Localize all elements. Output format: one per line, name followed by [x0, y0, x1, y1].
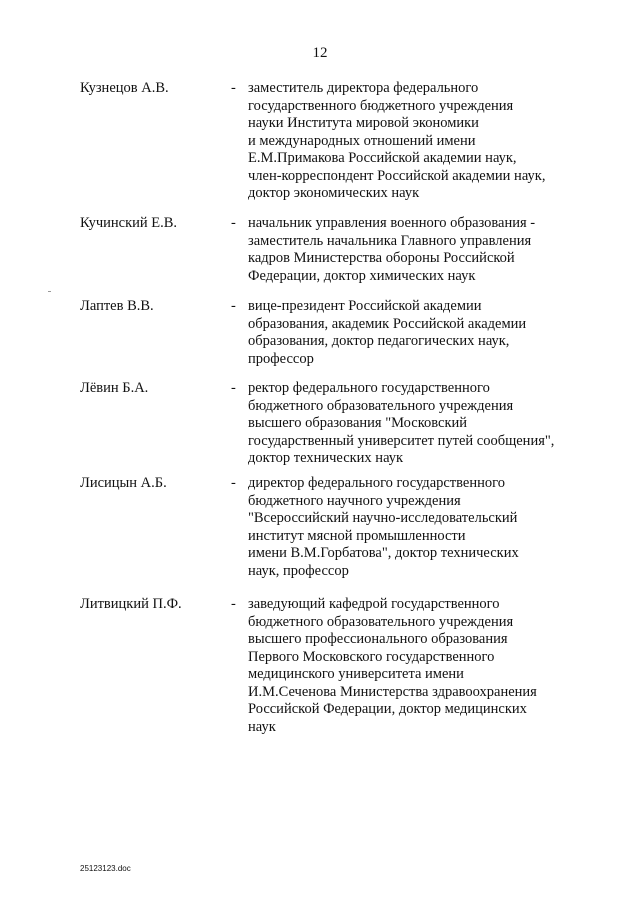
- person-description: [248, 298, 588, 368]
- description-line: государственного бюджетного учреждения: [248, 97, 514, 114]
- footer-filename: 25123123.doc: [80, 864, 131, 873]
- page-number: 12: [312, 45, 328, 61]
- person-description: [248, 380, 588, 468]
- description-line: вице-президент Российской академии: [248, 298, 482, 314]
- description-line: и международных отношений имени: [248, 132, 476, 149]
- person-description: [248, 215, 588, 285]
- description-line: профессор: [248, 350, 314, 367]
- person-name: Лаптев В.В.: [80, 298, 154, 314]
- description-line: Российской Федерации, доктор медицинских: [248, 701, 527, 717]
- description-line: заместитель начальника Главного управления: [248, 232, 532, 249]
- dash-separator: -: [231, 380, 236, 396]
- description-line: заместитель директора федерального: [248, 80, 479, 96]
- person-name: Литвицкий П.Ф.: [80, 596, 182, 612]
- description-line: Е.М.Примакова Российской академии наук,: [248, 150, 517, 166]
- person-description: [248, 596, 588, 736]
- description-line: доктор экономических наук: [248, 185, 420, 201]
- description-line: Федерации, доктор химических наук: [248, 267, 476, 284]
- description-line: науки Института мировой экономики: [248, 115, 479, 131]
- description-line: Первого Московского государственного: [248, 648, 495, 665]
- description-line: бюджетного образовательного учреждения: [248, 613, 514, 630]
- description-line: доктор технических наук: [248, 450, 404, 466]
- description-line: ректор федерального государственного: [248, 380, 490, 396]
- person-name: Кузнецов А.В.: [80, 80, 169, 96]
- person-description: [248, 80, 588, 203]
- person-name: Кучинский Е.В.: [80, 215, 178, 231]
- description-line: директор федерального государственного: [248, 475, 505, 491]
- dash-separator: -: [231, 596, 236, 612]
- dash-separator: -: [231, 80, 236, 96]
- dash-separator: -: [231, 475, 236, 491]
- description-line: бюджетного научного учреждения: [248, 492, 461, 509]
- person-name: Лёвин Б.А.: [80, 380, 149, 396]
- margin-mark: [48, 291, 51, 292]
- description-line: бюджетного образовательного учреждения: [248, 397, 514, 414]
- description-line: медицинского университета имени: [248, 666, 464, 682]
- description-line: высшего профессионального образования: [248, 631, 508, 647]
- description-line: высшего образования "Московский: [248, 415, 468, 431]
- person-name: Лисицын А.Б.: [80, 475, 167, 491]
- description-line: наук: [248, 718, 276, 735]
- description-line: институт мясной промышленности: [248, 527, 466, 544]
- description-line: заведующий кафедрой государственного: [248, 596, 500, 612]
- description-line: "Всероссийский научно-исследовательский: [248, 510, 518, 526]
- description-line: И.М.Сеченова Министерства здравоохранения: [248, 683, 537, 700]
- description-line: кадров Министерства обороны Российской: [248, 250, 515, 266]
- description-line: имени В.М.Горбатова", доктор технических: [248, 545, 519, 561]
- description-line: государственный университет путей сообщения",: [248, 432, 555, 449]
- person-description: [248, 475, 588, 580]
- description-line: член-корреспондент Российской академии наук,: [248, 167, 546, 184]
- dash-separator: -: [231, 215, 236, 231]
- description-line: образования, академик Российской академии: [248, 315, 527, 332]
- description-line: начальник управления военного образования -: [248, 215, 536, 231]
- description-line: наук, профессор: [248, 562, 349, 579]
- description-line: образования, доктор педагогических наук,: [248, 333, 510, 349]
- dash-separator: -: [231, 298, 236, 314]
